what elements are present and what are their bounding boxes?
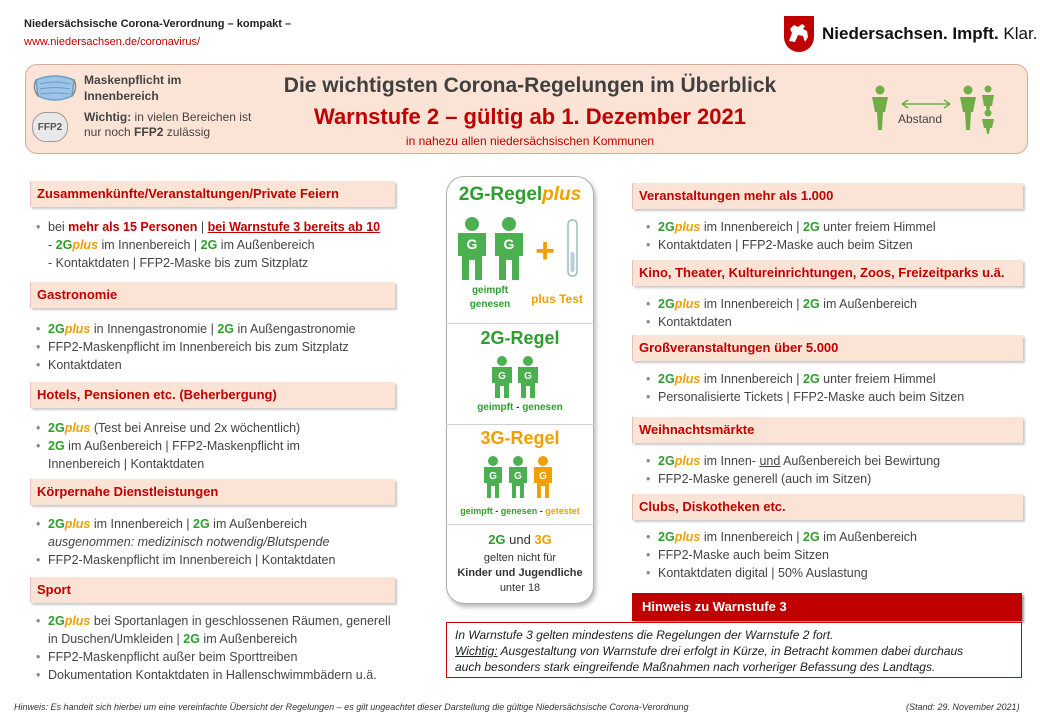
- rule-plus: plus: [674, 220, 701, 234]
- rule-2g: 2G: [658, 454, 675, 468]
- list-item: [34, 236, 380, 254]
- list-item: • FFP2-Maskenpflicht im Innenbereich | Kontaktdaten: [34, 551, 335, 569]
- figure-g-label: G: [489, 471, 497, 482]
- legend-divider: [446, 323, 594, 324]
- niedersachsen-logo: [784, 14, 1038, 54]
- list-item: • FFP2-Maske generell (auch im Sitzen): [644, 470, 940, 488]
- rule-2g: 2G: [658, 220, 675, 234]
- list-hotels: [34, 419, 300, 473]
- legend-divider: [446, 524, 594, 525]
- rule-2g: 2G: [803, 220, 820, 234]
- warning-line: In Warnstufe 3 gelten mindestens die Regelungen der Warnstufe 2 fort.: [455, 628, 834, 642]
- page-scope: in nahezu allen niedersächsischen Kommunen: [405, 134, 655, 148]
- logo-text-bold: Niedersachsen. Impft.: [822, 24, 999, 43]
- list-item-text: im Innenbereich |: [700, 372, 803, 386]
- plus-sign: +: [535, 232, 555, 270]
- status-separator: -: [537, 506, 546, 516]
- list-item: • Kontaktdaten: [644, 313, 917, 331]
- section-title-events-1000: Veranstaltungen mehr als 1.000: [632, 183, 1023, 209]
- figure-g-label: G: [514, 471, 522, 482]
- list-item-text: im Innen-: [700, 454, 760, 468]
- rule-2g: 2G: [658, 372, 675, 386]
- exception-3g: 3G: [534, 532, 552, 547]
- rule-plus: plus: [674, 454, 701, 468]
- rule-2g: 2G: [200, 238, 218, 252]
- test-tube-icon: [568, 220, 577, 276]
- warning-title: Hinweis zu Warnstufe 3: [632, 593, 1022, 621]
- figure-g-label: G: [539, 471, 547, 482]
- page-title: Die wichtigsten Corona-Regelungen im Überblick: [283, 74, 777, 97]
- rule-2g: 2G: [183, 632, 200, 646]
- list-item-text: in Außengastronomie: [234, 322, 356, 336]
- list-item-text: im Innenbereich |: [98, 238, 201, 252]
- list-item: [34, 419, 300, 437]
- list-item-text: im Außenbereich: [209, 517, 307, 531]
- list-item-text: in Duschen/Umkleiden |: [48, 632, 184, 646]
- section-title-large-events: Großveranstaltungen über 5.000: [632, 335, 1023, 361]
- rule-plus: plus: [674, 372, 701, 386]
- list-item-text: im Innenbereich |: [90, 517, 193, 531]
- rule-2g-figures: [490, 356, 550, 398]
- rule-2g-plus-title-main: 2G-Regel: [458, 184, 543, 205]
- list-body-services: [34, 515, 335, 569]
- status-vaccinated: geimpft: [460, 506, 493, 516]
- list-culture: [644, 295, 917, 331]
- rule-2g-status: [446, 402, 594, 413]
- rule-2g: 2G: [55, 238, 73, 252]
- status-separator: -: [513, 402, 523, 413]
- list-item: [644, 218, 936, 236]
- list-item: • Kontaktdaten: [34, 356, 356, 374]
- section-title-gastronomy: Gastronomie: [30, 282, 395, 308]
- list-gatherings: [34, 218, 380, 272]
- exception-and: und: [505, 532, 535, 547]
- exception-line: Kinder und Jugendliche: [457, 567, 583, 579]
- rule-2g: 2G: [217, 322, 235, 336]
- mask-note-ffp2: FFP2: [134, 125, 164, 139]
- rule-2g: 2G: [48, 421, 65, 435]
- list-item: • FFP2-Maskenpflicht im Innenbereich bis zum Sitzplatz: [34, 338, 356, 356]
- status-recovered: genesen: [522, 402, 563, 413]
- rule-3g-status: [446, 506, 594, 516]
- list-item-text: im Innenbereich |: [700, 530, 803, 544]
- warning-important: Wichtig:: [455, 644, 498, 658]
- website-link[interactable]: www.niedersachsen.de/coronavirus/: [24, 36, 201, 48]
- list-item: [34, 630, 391, 648]
- section-title-clubs: Clubs, Diskotheken etc.: [632, 494, 1023, 520]
- rule-2g-plus-title-plus: plus: [542, 184, 582, 205]
- figure-g-label: G: [466, 236, 478, 252]
- rule-2g-title: 2G-Regel: [480, 328, 560, 348]
- figure-g-label: G: [503, 236, 515, 252]
- rule-2g: 2G: [803, 297, 820, 311]
- list-large-events: [644, 370, 964, 406]
- list-gastronomy: [34, 320, 356, 374]
- list-clubs: [644, 528, 917, 582]
- list-sport: [34, 612, 391, 684]
- list-item-text: im Innenbereich |: [700, 297, 803, 311]
- list-item: [34, 218, 380, 236]
- list-item: [34, 515, 335, 533]
- list-item: [34, 437, 300, 455]
- rule-2g: 2G: [658, 297, 675, 311]
- rule-plus: plus: [64, 614, 91, 628]
- status-tested: getestet: [545, 506, 580, 516]
- rule-2g: 2G: [48, 439, 65, 453]
- list-item: • Kontaktdaten digital | 50% Auslastung: [644, 564, 917, 582]
- footer-date: (Stand: 29. November 2021): [906, 702, 1020, 712]
- rule-plus-test: plus Test: [531, 292, 583, 306]
- warnstufe3-threshold-text: bei Warnstufe 3 bereits ab 10: [207, 220, 381, 234]
- exception-line: unter 18: [499, 582, 541, 594]
- list-item: [644, 452, 940, 470]
- rule-2g: 2G: [193, 517, 210, 531]
- list-item-text: bei Sportanlagen in geschlossenen Räumen, generell: [90, 614, 391, 628]
- exception-line: gelten nicht für: [483, 552, 557, 564]
- list-item: - Kontaktdaten | FFP2-Maske bis zum Sitzplatz: [48, 256, 309, 270]
- status-recovered: genesen: [500, 506, 538, 516]
- list-item-text: unter freiem Himmel: [819, 220, 936, 234]
- list-item: Innenbereich | Kontaktdaten: [48, 457, 205, 471]
- lower-saxony-horse-icon: [784, 16, 814, 52]
- rule-2g-plus-figures: [456, 216, 588, 282]
- exception-2g: 2G: [488, 532, 506, 547]
- list-item-text: unter freiem Himmel: [819, 372, 936, 386]
- warning-box: [446, 622, 1022, 678]
- status-recovered: genesen: [469, 299, 511, 310]
- list-item-text: (Test bei Anreise und 2x wöchentlich): [90, 421, 301, 435]
- rule-3g-figures: [482, 456, 558, 500]
- section-title-sport: Sport: [30, 577, 395, 603]
- list-item-text: Außenbereich bei Bewirtung: [780, 454, 941, 468]
- figure-g-label: G: [498, 371, 506, 382]
- section-title-hotels: Hotels, Pensionen etc. (Beherbergung): [30, 382, 395, 408]
- list-item: • Kontaktdaten | FFP2-Maske auch beim Sitzen: [644, 236, 936, 254]
- rule-2g: 2G: [803, 530, 820, 544]
- section-title-christmas-markets: Weihnachtsmärkte: [632, 417, 1023, 443]
- rule-2g-plus-title: [446, 184, 594, 206]
- warning-text: Ausgestaltung von Warnstufe drei erfolgt in Kürze, in Betracht kommen dabei durchaus: [497, 644, 964, 658]
- face-mask-icon: [32, 70, 78, 106]
- rule-plus: plus: [674, 530, 701, 544]
- list-item-text: im Außenbereich | FFP2-Maskenpflicht im: [64, 439, 300, 453]
- list-item-text: und: [759, 454, 781, 468]
- footer-note: Hinweis: Es handelt sich hierbei um eine vereinfachte Übersicht der Regelungen – es gilt ungeachtet dieser Darstellung die gültige Niedersächsische Corona-Verordnung: [14, 702, 689, 712]
- exception-headline: [446, 532, 594, 547]
- list-item: • FFP2-Maskenpflicht außer beim Sporttreiben: [34, 648, 391, 666]
- list-christmas-markets: [644, 452, 940, 488]
- status-vaccinated: geimpft: [477, 402, 514, 413]
- page-subtitle: Warnstufe 2 – gültig ab 1. Dezember 2021: [314, 104, 746, 129]
- list-item: [34, 612, 391, 630]
- rule-3g-title: 3G-Regel: [480, 428, 560, 448]
- figure-g-label: G: [524, 371, 532, 382]
- ffp2-icon: [32, 112, 68, 142]
- rule-plus: plus: [72, 238, 99, 252]
- list-item: [644, 295, 917, 313]
- distance-people-icon: [868, 84, 1000, 134]
- logo-text-light: Klar.: [998, 24, 1038, 43]
- mask-note-text: in vielen Bereichen ist nur noch: [84, 110, 252, 139]
- rule-2g: 2G: [658, 530, 675, 544]
- list-item: • Dokumentation Kontaktdaten in Hallenschwimmbädern u.ä.: [34, 666, 391, 684]
- list-item-text: in Innengastronomie |: [90, 322, 218, 336]
- list-item: [34, 320, 356, 338]
- warning-line: [455, 643, 1013, 659]
- status-separator: -: [492, 506, 501, 516]
- list-item: ausgenommen: medizinisch notwendig/Blutspende: [48, 535, 330, 549]
- rule-plus: plus: [64, 421, 91, 435]
- section-title-gatherings: Zusammenkünfte/Veranstaltungen/Private Feiern: [30, 181, 395, 207]
- list-item-text: im Außenbereich: [199, 632, 298, 646]
- list-item-text: bei: [48, 220, 69, 234]
- list-item: [644, 370, 964, 388]
- rule-2g: 2G: [48, 322, 65, 336]
- rule-2g: 2G: [48, 614, 65, 628]
- warning-line: auch besonders stark eingreifende Maßnahmen nach vorheriger Befassung des Landtags.: [455, 660, 936, 674]
- list-item-text: im Außenbereich: [819, 297, 917, 311]
- rule-2g-plus-status: [462, 284, 518, 312]
- rule-2g: 2G: [803, 372, 820, 386]
- status-vaccinated: geimpft: [471, 285, 509, 296]
- list-item: [644, 528, 917, 546]
- mask-note-bold: Wichtig:: [84, 110, 132, 124]
- list-item: • FFP2-Maske auch beim Sitzen: [644, 546, 917, 564]
- rule-plus: plus: [674, 297, 701, 311]
- list-events-1000: [644, 218, 936, 254]
- list-item-text: im Außenbereich: [819, 530, 917, 544]
- legend-divider: [446, 424, 594, 425]
- list-item: • Personalisierte Tickets | FFP2-Maske auch beim Sitzen: [644, 388, 964, 406]
- list-item-text: -: [48, 238, 56, 252]
- separator-text: |: [197, 220, 208, 234]
- rule-plus: plus: [64, 517, 91, 531]
- section-title-culture: Kino, Theater, Kultureinrichtungen, Zoos, Freizeitparks u.ä.: [632, 260, 1023, 286]
- mask-requirement-title: Maskenpflicht im Innenbereich: [84, 73, 182, 103]
- mask-note: [84, 110, 254, 140]
- list-item-text: im Außenbereich: [217, 238, 315, 252]
- rule-plus: plus: [64, 322, 91, 336]
- section-title-body-services: Körpernahe Dienstleistungen: [30, 479, 395, 505]
- mask-note-end: zulässig: [163, 125, 211, 139]
- ffp2-icon-text: FFP2: [37, 121, 63, 133]
- list-item-text: im Innenbereich |: [700, 220, 803, 234]
- distance-label: Abstand: [898, 112, 943, 126]
- rule-2g: 2G: [48, 517, 65, 531]
- threshold-text: mehr als 15 Personen: [68, 220, 198, 234]
- document-title: Niedersächsische Corona-Verordnung – kompakt –: [24, 18, 292, 30]
